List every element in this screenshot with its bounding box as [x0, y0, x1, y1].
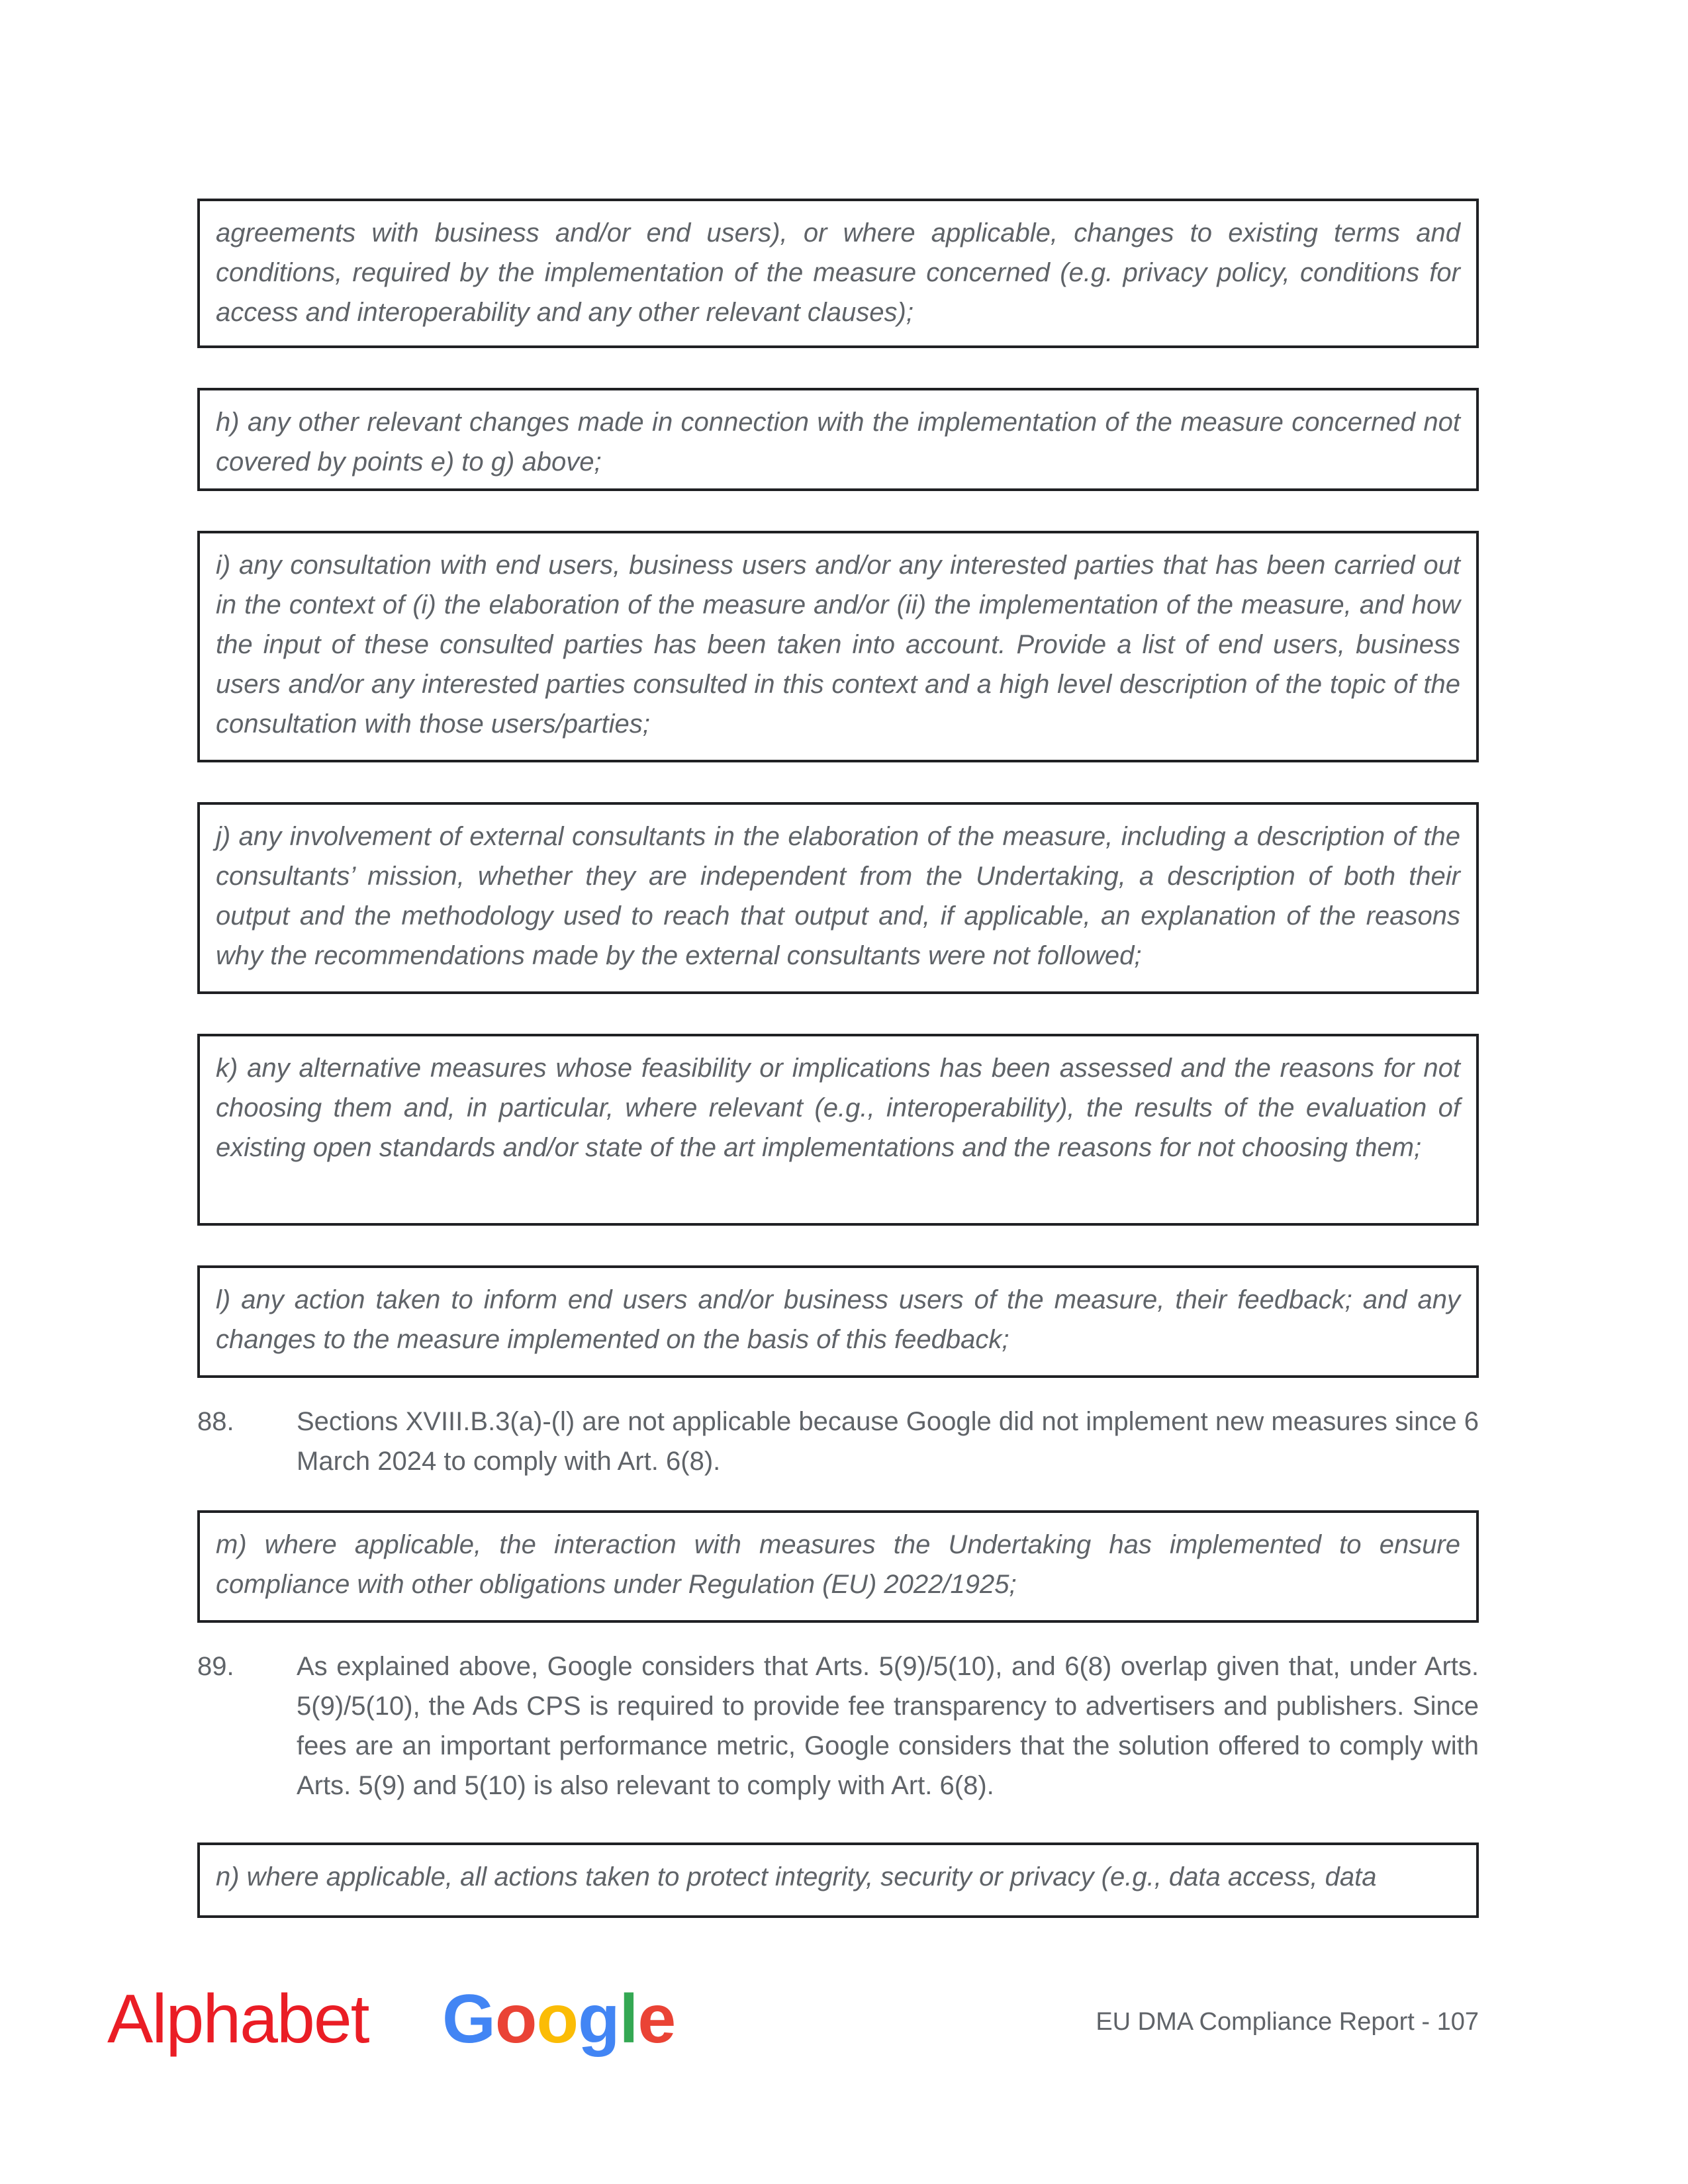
- requirement-box-g-continued: agreements with business and/or end users), or where applicable, changes to existing terms and conditions, required by the implementation of the measure concerned (e.g. privacy policy, conditions for access and interoperability and any other relevant clauses);: [197, 199, 1479, 348]
- google-logo-letter: G: [442, 1981, 495, 2058]
- google-logo-letter: o: [536, 1981, 578, 2058]
- requirement-box-h: h) any other relevant changes made in connection with the implementation of the measure concerned not covered by points e) to g) above;: [197, 388, 1479, 491]
- paragraph-88: [197, 1402, 1479, 1481]
- alphabet-logo: Alphabet: [107, 1981, 369, 2058]
- paragraph-89: [197, 1647, 1479, 1805]
- google-logo: [442, 1983, 675, 2056]
- paragraph-text: Sections XVIII.B.3(a)-(l) are not applicable because Google did not implement new measures since 6 March 2024 to comply with Art. 6(8).: [297, 1407, 1479, 1476]
- requirement-box-k: k) any alternative measures whose feasibility or implications has been assessed and the reasons for not choosing them and, in particular, where relevant (e.g., interoperability), the results of the evaluation of existing open standards and/or state of the art implementations and the reasons for not choosing them;: [197, 1034, 1479, 1226]
- requirement-box-n: n) where applicable, all actions taken to protect integrity, security or privacy (e.g., data access, data: [197, 1843, 1479, 1918]
- requirement-box-j: j) any involvement of external consultants in the elaboration of the measure, including a description of the consultants’ mission, whether they are independent from the Undertaking, a description of both their output and the methodology used to reach that output and, if applicable, an explanation of the reasons why the recommendations made by the external consultants were not followed;: [197, 802, 1479, 994]
- requirement-box-l: l) any action taken to inform end users and/or business users of the measure, their feedback; and any changes to the measure implemented on the basis of this feedback;: [197, 1265, 1479, 1378]
- paragraph-number: 88.: [197, 1407, 234, 1436]
- google-logo-letter: o: [494, 1981, 537, 2058]
- paragraph-number: 89.: [197, 1652, 234, 1681]
- requirement-box-m: m) where applicable, the interaction with measures the Undertaking has implemented to ensure compliance with other obligations under Regulation (EU) 2022/1925;: [197, 1510, 1479, 1623]
- google-logo-letter: e: [637, 1981, 676, 2058]
- google-logo-letter: g: [577, 1981, 620, 2058]
- paragraph-text: As explained above, Google considers that Arts. 5(9)/5(10), and 6(8) overlap given that, under Arts. 5(9)/5(10), the Ads CPS is required to provide fee transparency to advertisers and publishers. Since fees are an important performance metric, Google considers that the solution offered to comply with Arts. 5(9) and 5(10) is also relevant to comply with Art. 6(8).: [297, 1652, 1479, 1800]
- google-logo-letter: l: [619, 1981, 638, 2058]
- requirement-box-i: i) any consultation with end users, business users and/or any interested parties that has been carried out in the context of (i) the elaboration of the measure and/or (ii) the implementation of the measure, and how the input of these consulted parties has been taken into account. Provide a list of end users, business users and/or any interested parties consulted in this context and a high level description of the topic of the consultation with those users/parties;: [197, 531, 1479, 762]
- report-page-label: EU DMA Compliance Report - 107: [1096, 2008, 1479, 2036]
